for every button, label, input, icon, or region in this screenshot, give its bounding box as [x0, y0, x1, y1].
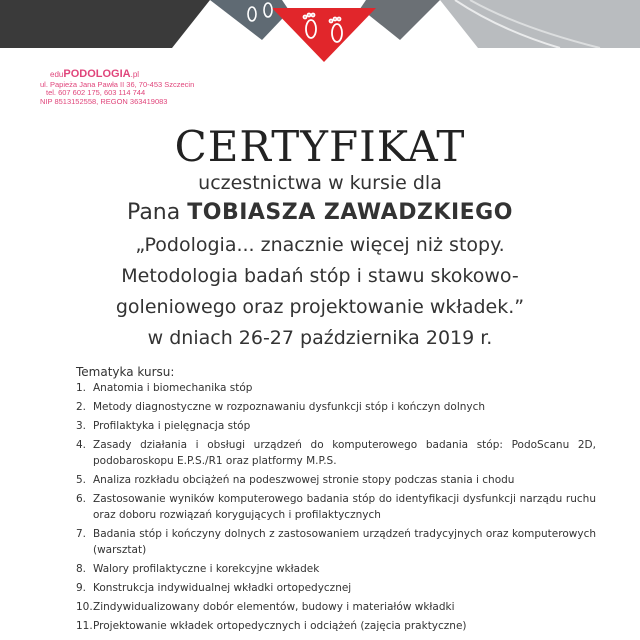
header-red-diamond — [272, 8, 376, 62]
topic-item: 10. Zindywidualizowany dobór elementów, budowy i materiałów wkładki — [76, 601, 455, 613]
course-description — [40, 230, 600, 354]
topic-item: 11. Projektowanie wkładek ortopedycznych i odciążeń (zajęcia praktyczne) — [76, 620, 467, 632]
certificate-subtitle: uczestnictwa w kursie dla — [198, 172, 442, 194]
recipient — [0, 200, 640, 225]
topic-item: 8. Walory profilaktyczne i korekcyjne wkładek — [76, 563, 320, 575]
stamp-ids: NIP 8513152558, REGON 363419083 — [40, 96, 168, 106]
topic-item: 3. Profilaktyka i pielęgnacja stóp — [76, 420, 251, 432]
certificate-title: CERTYFIKAT — [174, 122, 466, 171]
header-dark-panel — [0, 0, 210, 48]
stamp-address: ul. Papieża Jana Pawła II 36, 70-453 Szczecin — [40, 79, 195, 89]
topics-list — [76, 380, 596, 637]
stamp-brand-name: PODOLOGIA — [63, 68, 131, 80]
header-banner — [0, 0, 640, 62]
course-line: Metodologia badań stóp i stawu skokowo- — [121, 265, 519, 287]
stamp-brand-suffix: .pl — [130, 70, 140, 79]
course-line: „Podologia... znacznie więcej niż stopy. — [135, 234, 505, 256]
course-line: goleniowego oraz projektowanie wkładek.” — [115, 296, 525, 318]
topics-heading: Tematyka kursu: — [76, 365, 175, 379]
organization-stamp — [40, 68, 200, 107]
topic-item: 7. Badania stóp i kończyny dolnych z zastosowaniem urządzeń tradycyjnych oraz komputerowych (warsztat) — [76, 528, 596, 556]
topic-item: 2. Metody diagnostyczne w rozpoznawaniu dysfunkcji stóp i kończyn dolnych — [76, 401, 486, 413]
recipient-name: TOBIASZA ZAWADZKIEGO — [187, 200, 513, 225]
topic-item: 4. Zasady działania i obsługi urządzeń do komputerowego badania stóp: PodoScanu 2D, podobaroskopu E.P.S./R1 oraz platformy M.P.S. — [76, 439, 596, 467]
recipient-prefix: Pana — [127, 200, 181, 225]
course-dates: w dniach 26-27 października 2019 r. — [147, 327, 493, 349]
topic-item: 9. Konstrukcja indywidualnej wkładki ortopedycznej — [76, 582, 352, 594]
topic-item: 5. Analiza rozkładu obciążeń na podeszwowej stronie stopy podczas stania i chodu — [76, 474, 515, 486]
topic-item: 6. Zastosowanie wyników komputerowego badania stóp do identyfikacji dysfunkcji narządu ruchu oraz doboru rozwiązań korygujących i profilaktycznych — [76, 493, 596, 521]
stamp-brand — [40, 68, 200, 81]
stamp-brand-prefix: edu — [50, 70, 64, 79]
stamp-phone: tel. 607 602 175, 603 114 744 — [46, 88, 146, 98]
topic-item: 1. Anatomia i biomechanika stóp — [76, 382, 253, 394]
